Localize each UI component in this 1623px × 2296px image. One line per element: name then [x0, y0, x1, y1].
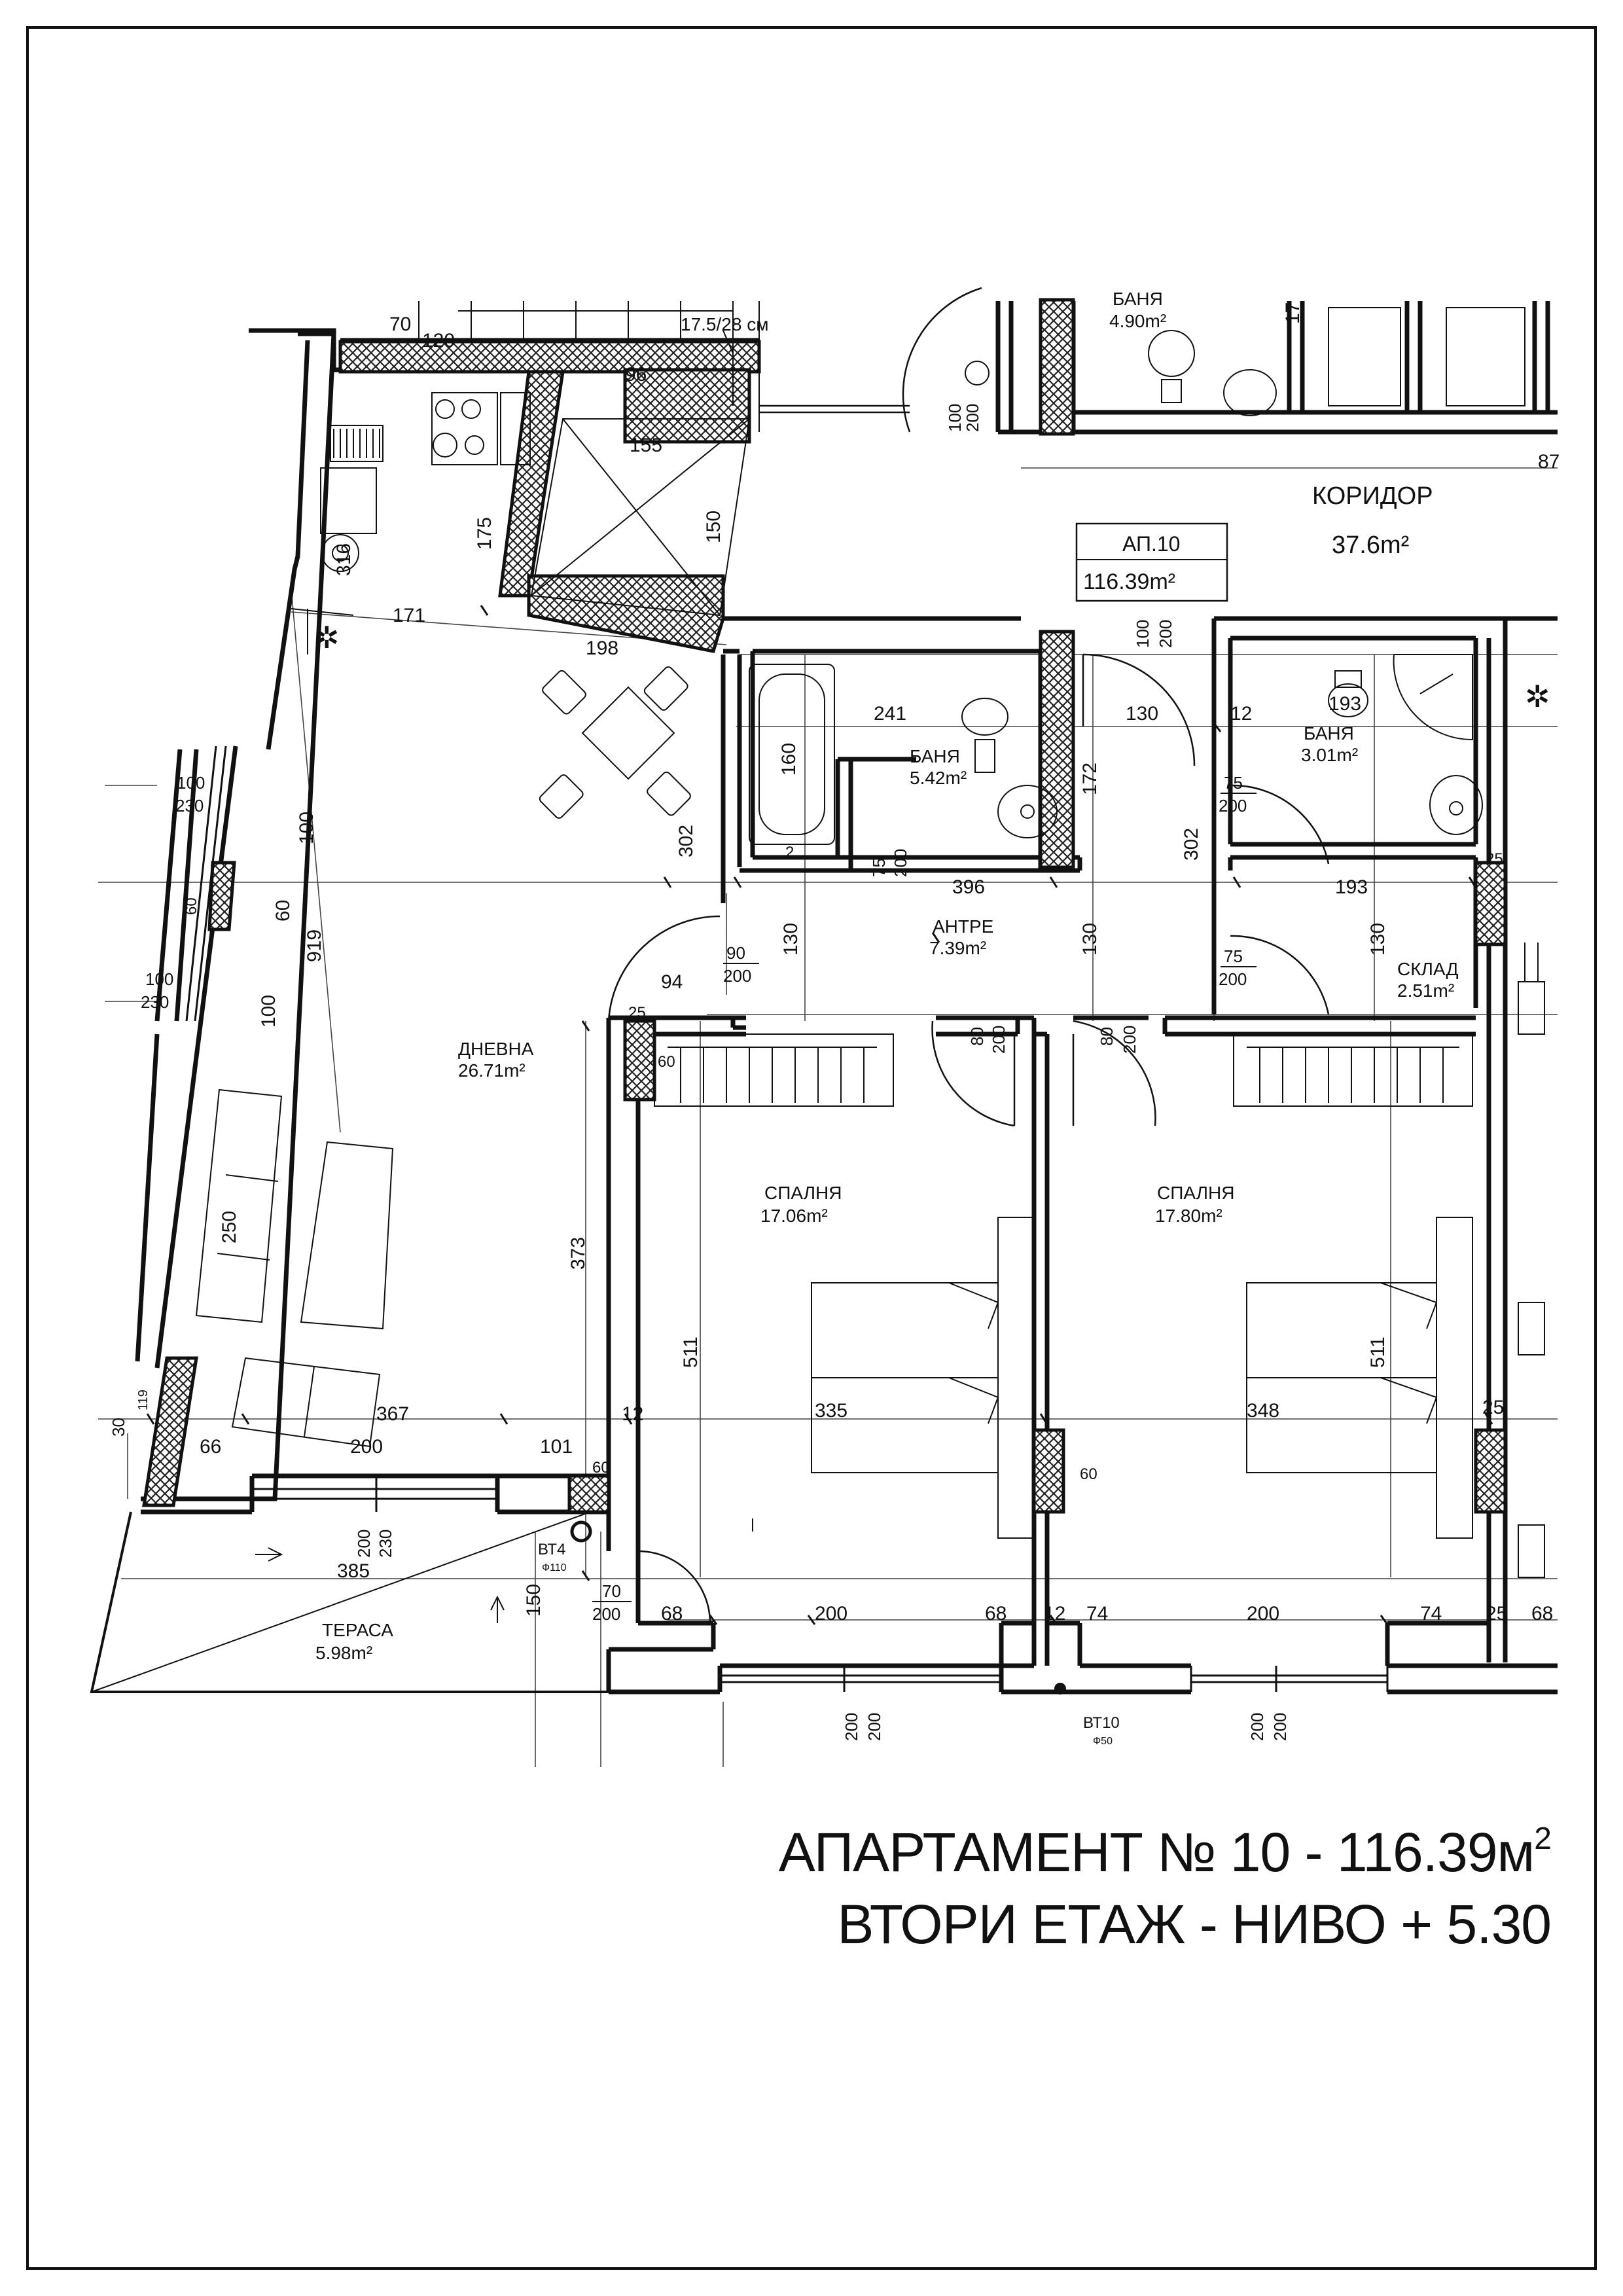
opening-label: 230	[175, 796, 204, 816]
apartment-tag-area: 116.39m²	[1083, 569, 1176, 594]
corridor-area: 37.6m²	[1332, 531, 1410, 559]
dim-label: 96	[625, 364, 647, 386]
dim-label: 100	[258, 994, 279, 1028]
opening-label: 200	[842, 1712, 861, 1741]
living-name: ДНЕВНА	[458, 1039, 534, 1059]
bed2-name: СПАЛНЯ	[1157, 1183, 1235, 1203]
dim-label: 60	[658, 1053, 675, 1071]
dim-label: 367	[376, 1403, 410, 1425]
dim-label: 60	[1080, 1465, 1097, 1483]
opening-label: 200	[354, 1529, 374, 1558]
svg-text:✲: ✲	[314, 620, 340, 655]
opening-label: 75	[1224, 946, 1243, 966]
dim-label: 94	[661, 971, 683, 993]
hall-name: АНТРЕ	[933, 916, 994, 937]
bath-top-name: БАНЯ	[1113, 289, 1163, 309]
dim-label: 302	[1181, 827, 1202, 861]
opening-label: 200	[891, 848, 910, 877]
bath1-name: БАНЯ	[910, 746, 960, 766]
opening-label: 75	[869, 858, 889, 877]
dim-label: 130	[1126, 703, 1159, 725]
dim-label: 130	[780, 922, 802, 956]
opening-label: 200	[1270, 1712, 1290, 1741]
dim-label: 74	[1420, 1603, 1442, 1624]
dim-label: 60	[592, 1459, 610, 1477]
dim-label: 335	[815, 1400, 848, 1422]
dim-label: 250	[219, 1210, 240, 1244]
bt10-dia: Ф50	[1093, 1736, 1113, 1747]
dim-label: 68	[661, 1603, 683, 1624]
dim-label: 120	[422, 330, 455, 351]
dim-label: 193	[1329, 693, 1362, 715]
dim-label: 2	[785, 844, 794, 861]
dim-label: 12	[622, 1403, 644, 1425]
dim-label: 172	[1079, 762, 1101, 795]
bed1-area: 17.06m²	[760, 1206, 828, 1226]
living-area: 26.71m²	[458, 1060, 526, 1081]
dim-label: 385	[337, 1560, 370, 1582]
dim-label: 241	[874, 703, 907, 725]
dim-label: 511	[680, 1336, 702, 1368]
opening-label: 100	[1133, 619, 1152, 648]
bath2-area: 3.01m²	[1301, 745, 1359, 765]
opening-label: 80	[967, 1027, 987, 1046]
opening-label: 100	[177, 773, 205, 793]
bt4-dia: Ф110	[542, 1562, 567, 1573]
dim-label: 119	[136, 1390, 151, 1410]
structural-columns	[144, 300, 1505, 1512]
wardrobes	[654, 1034, 1472, 1106]
dim-label: 130	[1367, 922, 1389, 956]
opening-label: 200	[1247, 1712, 1267, 1741]
dim-label: 348	[1247, 1400, 1280, 1422]
svg-text:✲: ✲	[1525, 679, 1550, 713]
dim-label: 175	[474, 516, 495, 550]
dim-label: 17	[1282, 302, 1304, 324]
dim-label: 919	[304, 929, 325, 962]
hall-area: 7.39m²	[929, 938, 987, 958]
bed2-area: 17.80m²	[1155, 1206, 1222, 1226]
title-line-1	[779, 1803, 1551, 1888]
opening-label: 80	[1097, 1027, 1116, 1046]
dimension-labels	[200, 314, 1560, 1624]
dim-label: 200	[815, 1603, 848, 1624]
bed1-name: СПАЛНЯ	[764, 1183, 842, 1203]
dim-label: 25	[628, 1004, 646, 1022]
opening-label: 200	[989, 1025, 1008, 1054]
apartment-tag-name: АП.10	[1122, 532, 1181, 556]
opening-label: 100	[145, 969, 174, 989]
storage-area: 2.51m²	[1397, 980, 1455, 1001]
terrace-area: 5.98m²	[315, 1643, 373, 1663]
opening-label: 200	[865, 1712, 884, 1741]
dim-label: 70	[389, 314, 412, 335]
dim-label: 150	[523, 1583, 544, 1617]
opening-label: 75	[1224, 773, 1243, 793]
misc-symbols	[255, 361, 1550, 1694]
drawing-title-block	[779, 1803, 1551, 1960]
dim-label: 155	[630, 435, 663, 456]
bath2-name: БАНЯ	[1304, 723, 1354, 744]
dim-label: 302	[675, 824, 697, 857]
title-apartment: АПАРТАМЕНТ № 10 - 116.39м	[778, 1821, 1535, 1883]
dim-label: 12	[1044, 1603, 1066, 1624]
dim-label: 130	[1079, 922, 1101, 956]
corridor-name: КОРИДОР	[1312, 482, 1433, 510]
dim-label: 68	[985, 1603, 1007, 1624]
title-line-2: ВТОРИ ЕТАЖ - НИВО + 5.30	[837, 1893, 1551, 1955]
dim-label: 100	[296, 811, 317, 844]
dim-label: 60	[272, 899, 294, 922]
dining-set	[538, 666, 692, 820]
opening-label: 90	[726, 943, 745, 963]
dim-label: 160	[778, 742, 800, 776]
opening-label: 230	[376, 1529, 395, 1558]
dim-label: 373	[567, 1236, 589, 1270]
dim-label: 68	[1531, 1603, 1554, 1624]
dim-label: 12	[1230, 703, 1253, 725]
dim-label: 200	[350, 1436, 383, 1458]
opening-label: 200	[592, 1604, 621, 1624]
bt4-name: ВТ4	[538, 1541, 566, 1558]
dim-label: 87	[1538, 451, 1560, 473]
dim-label: 101	[540, 1436, 573, 1458]
storage-name: СКЛАД	[1397, 959, 1459, 979]
dim-label: 200	[1247, 1603, 1280, 1624]
opening-label: 200	[963, 403, 982, 432]
opening-label: 200	[723, 966, 752, 986]
dim-label: 193	[1335, 876, 1368, 898]
dim-label: 25	[1486, 1603, 1508, 1624]
dim-label: 396	[952, 876, 986, 898]
dim-label: 511	[1367, 1336, 1389, 1368]
dim-label: 60	[183, 897, 200, 915]
opening-label: 200	[1156, 619, 1175, 648]
dim-label: 316	[333, 543, 355, 576]
title-superscript: 2	[1534, 1821, 1551, 1856]
opening-label: 200	[1219, 796, 1247, 816]
beds	[812, 1217, 1472, 1538]
terrace-name: ТЕРАСА	[322, 1620, 393, 1640]
room-labels	[315, 289, 1459, 1663]
opening-label: 70	[602, 1581, 621, 1601]
dim-label: 30	[109, 1418, 128, 1437]
dim-label: 171	[393, 605, 426, 626]
dim-label: 74	[1086, 1603, 1109, 1624]
dim-label: 25	[1482, 1397, 1505, 1418]
dim-label: 198	[586, 637, 619, 659]
dimension-ticks	[147, 605, 1492, 1624]
dim-label: 25	[1486, 850, 1503, 868]
opening-label: 200	[1120, 1025, 1139, 1054]
stair-label: 17.5/28 см	[681, 314, 769, 334]
bath-top-area: 4.90m²	[1109, 311, 1167, 331]
bath1-area: 5.42m²	[910, 768, 967, 788]
opening-label: 100	[945, 403, 965, 432]
apartment-tag	[1077, 524, 1227, 601]
dim-label: 150	[703, 510, 724, 543]
dim-label: 66	[200, 1436, 222, 1458]
bt10-name: ВТ10	[1083, 1714, 1120, 1732]
opening-label: 200	[1219, 969, 1247, 989]
opening-label: 230	[141, 992, 169, 1012]
